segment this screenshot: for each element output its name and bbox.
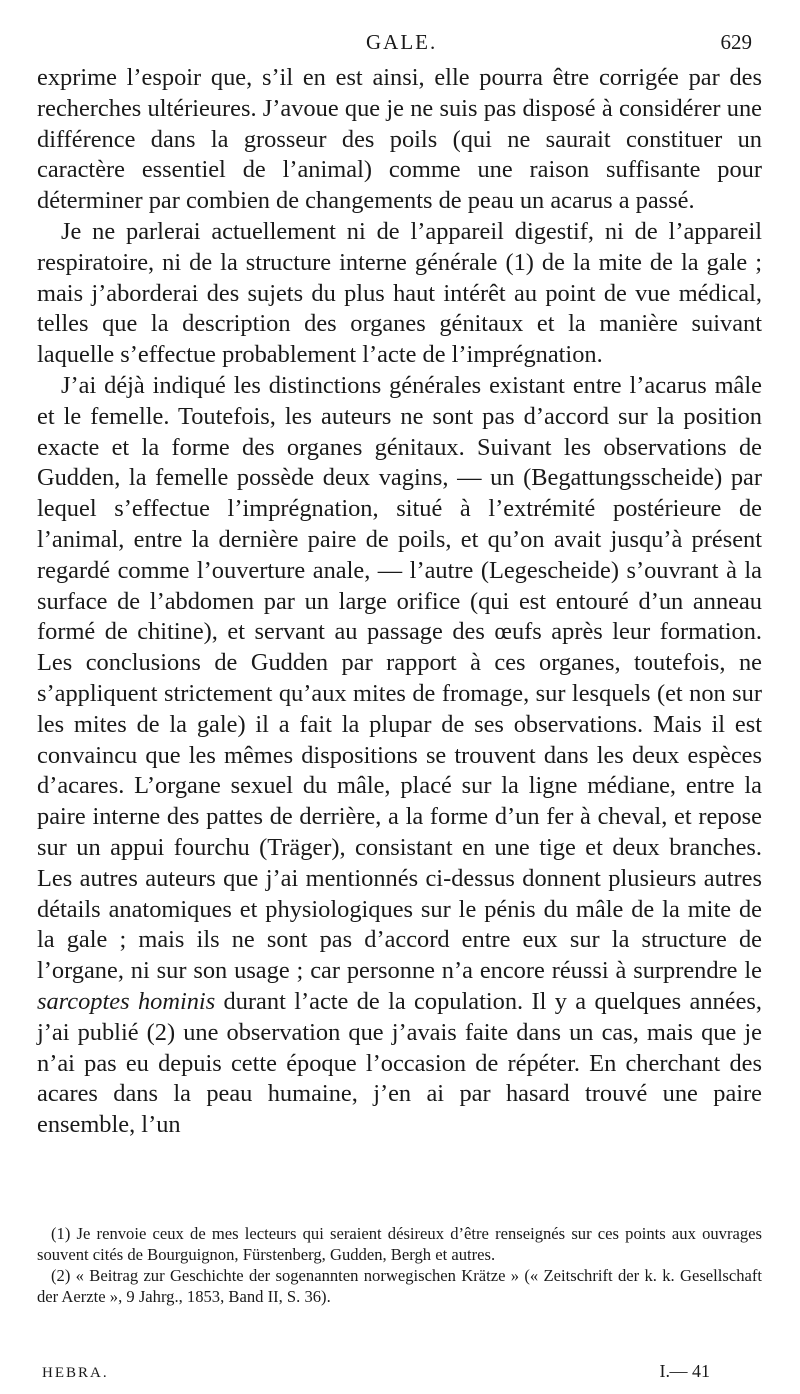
page-footer [0,1361,800,1387]
running-header [0,30,800,60]
footnote: (2) « Beitrag zur Geschichte der sogenannten norwegischen Krätze » (« Zeitschrift der k. k. Gesellschaft der Aerzte », 9 Jahrg., 1853, Band II, S. 36). [37,1266,762,1306]
paragraph [37,63,762,217]
signature-mark: I. [659,1361,670,1381]
paragraph [37,371,762,1141]
footnotes [37,1223,762,1307]
page-number: 629 [720,30,752,54]
footer-author: HEBRA. [42,1365,109,1381]
paragraph-text: Je ne parlerai actuellement ni de l’appareil digestif, ni de l’appareil respiratoire, ni de la structure interne générale (1) de la mite de la gale ; mais j’aborderai des sujets du plus haut intérêt au point de vue médical, telles que la description des organes génitaux et la manière suivant laquelle s’effectue probablement l’acte de l’imprégnation. [37,217,762,369]
main-text [37,63,762,1141]
sheet-number: — 41 [669,1361,710,1381]
running-title: GALE. [366,30,438,54]
species-name: sarcoptes hominis [37,987,216,1015]
footnote: (1) Je renvoie ceux de mes lecteurs qui seraient désireux d’être renseignés sur ces points aux ouvrages souvent cités de Bourguignon, Fürstenberg, Gudden, Bergh et autres. [37,1224,762,1264]
paragraph [37,217,762,371]
paragraph-text: durant l’acte de la copulation. Il y a quelques années, j’ai publié (2) une observation que j’avais faite dans un cas, mais que je n’ai pas eu depuis cette époque l’occasion de répéter. En cherchant des acares dans la peau humaine, j’en ai par hasard trouvé une paire ensemble, l’un [37,987,762,1139]
paragraph-text: exprime l’espoir que, s’il en est ainsi, elle pourra être corrigée par des recherches ultérieures. J’avoue que je ne suis pas disposé à considérer une différence dans la grosseur des poils (qui ne saurait constituer un caractère essentiel de l’animal) comme une raison suffisante pour déterminer par combien de changements de peau un acarus a passé. [37,64,762,215]
paragraph-text: J’ai déjà indiqué les distinctions générales existant entre l’acarus mâle et le femelle. Toutefois, les auteurs ne sont pas d’accord sur la position exacte et la forme des organes génitaux. Suivant les observations de Gudden, la femelle possède deux vagins, — un (Begattungsscheide) par lequel s’effectue l’imprégnation, situé à l’extrémité postérieure de l’animal, entre la dernière paire de poils, et qu’on avait jusqu’à présent regardé comme l’ouverture anale, — l’autre (Legescheide) s’ouvrant à la surface de l’abdomen par un large orifice (qui est entouré d’un anneau formé de chitine), et servant au passage des œufs après leur formation. Les conclusions de Gudden par rapport à ces organes, toutefois, ne s’appliquent strictement qu’aux mites de fromage, sur lesquels (et non sur les mites de la gale) il a fait la plupar de ses observations. Mais il est convaincu que les mêmes dispositions se trouvent dans les deux espèces d’acares. L’organe sexuel du mâle, placé sur la ligne médiane, entre la paire interne des pattes de derrière, a la forme d’un fer à cheval, et repose sur un appui fourchu (Träger), consistant en une tige et deux branches. Les autres auteurs que j’ai mentionnés ci-dessus donnent plusieurs autres détails anatomiques et physiologiques sur le pénis du mâle de la mite de la gale ; mais ils ne sont pas d’accord entre eux sur la structure de l’organe, ni sur son usage ; car personne n’a encore réussi à surprendre le [37,371,762,985]
